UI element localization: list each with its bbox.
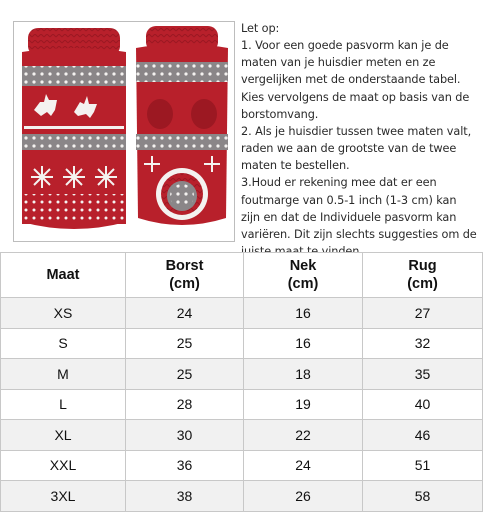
cell-nek: 16 <box>244 298 363 329</box>
cell-nek: 18 <box>244 359 363 390</box>
cell-borst: 25 <box>126 359 244 390</box>
size-chart-table <box>0 252 483 512</box>
table-row <box>1 298 483 329</box>
product-info-section <box>0 0 482 250</box>
cell-borst: 38 <box>126 481 244 512</box>
cell-rug: 32 <box>363 328 483 359</box>
table-row <box>1 359 483 390</box>
cell-rug: 35 <box>363 359 483 390</box>
note-item-2: 2. Als je huisdier tussen twee maten valt, raden we aan de grootste van de twee maten te bestellen. <box>241 124 472 173</box>
table-header-row <box>1 253 483 298</box>
cell-nek: 22 <box>244 420 363 451</box>
cell-size: L <box>1 389 126 420</box>
notes-heading: Let op: <box>241 22 280 35</box>
cell-borst: 36 <box>126 450 244 481</box>
table-row <box>1 328 483 359</box>
header-maat: Maat <box>1 253 126 298</box>
sweater-back <box>136 26 228 225</box>
sweater-illustration <box>14 22 234 241</box>
cell-nek: 19 <box>244 389 363 420</box>
header-nek: Nek (cm) <box>244 253 363 298</box>
cell-nek: 24 <box>244 450 363 481</box>
note-item-1: 1. Voor een goede pasvorm kan je de maten van je huisdier meten en ze vergelijken met de onderstaande tabel. Kies vervolgens de maat op basis van de borstomvang. <box>241 39 470 121</box>
cell-rug: 40 <box>363 389 483 420</box>
cell-borst: 28 <box>126 389 244 420</box>
cell-borst: 25 <box>126 328 244 359</box>
cell-size: XS <box>1 298 126 329</box>
cell-rug: 27 <box>363 298 483 329</box>
sweater-front <box>22 28 126 229</box>
cell-rug: 51 <box>363 450 483 481</box>
table-row <box>1 481 483 512</box>
note-item-3: 3.Houd er rekening mee dat er een foutmarge van 0.5-1 inch (1-3 cm) kan zijn en dat de Individuele pasvorm kan variëren. Dit zijn slechts suggesties om de <box>241 176 477 241</box>
cell-borst: 24 <box>126 298 244 329</box>
cell-size: XL <box>1 420 126 451</box>
cell-size: 3XL <box>1 481 126 512</box>
cell-size: S <box>1 328 126 359</box>
cell-size: XXL <box>1 450 126 481</box>
table-row <box>1 450 483 481</box>
table-row <box>1 389 483 420</box>
product-photo <box>13 21 235 242</box>
cell-nek: 16 <box>244 328 363 359</box>
sizing-notes <box>241 20 477 260</box>
header-rug: Rug (cm) <box>363 253 483 298</box>
table-row <box>1 420 483 451</box>
cell-rug: 46 <box>363 420 483 451</box>
cell-nek: 26 <box>244 481 363 512</box>
cell-borst: 30 <box>126 420 244 451</box>
cell-rug: 58 <box>363 481 483 512</box>
cell-size: M <box>1 359 126 390</box>
header-borst: Borst (cm) <box>126 253 244 298</box>
